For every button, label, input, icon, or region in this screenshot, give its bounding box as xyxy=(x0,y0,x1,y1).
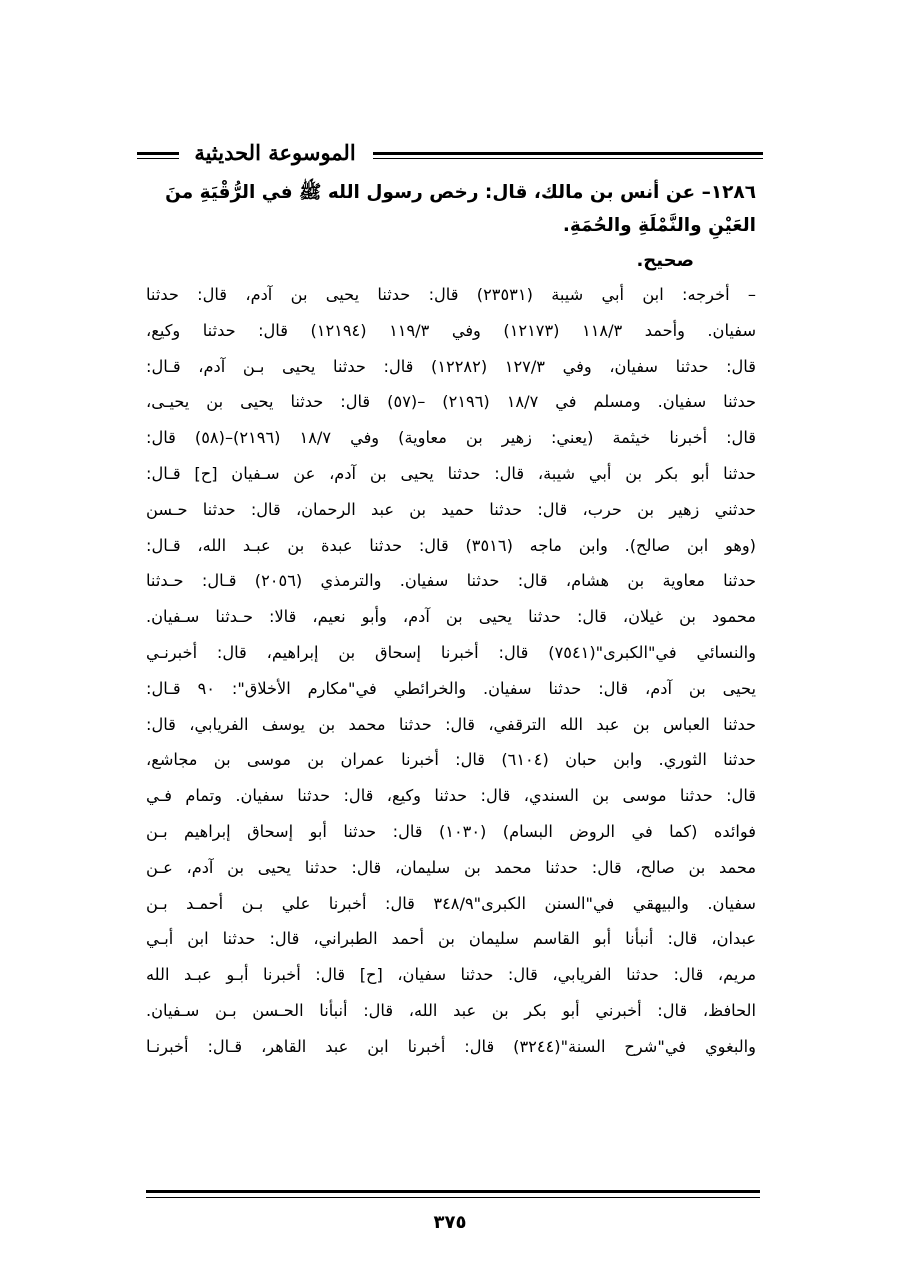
takhrij-line: يحيى بن آدم، قال: حدثنا سفيان. والخرائطي في"مكارم الأخلاق": ٩٠ قـال: xyxy=(146,678,756,698)
takhrij-line: والبغوي في"شرح السنة"(٣٢٤٤) قال: أخبرنا ابن عبد القاهر، قـال: أخبرنـا xyxy=(146,1036,756,1056)
takhrij-line: سفيان. وأحمد ١١٨/٣ (١٢١٧٣) وفي ١١٩/٣ (١٢١٩٤) قال: حدثنا وكيع، xyxy=(146,320,757,340)
takhrij-line: قال: حدثنا سفيان، وفي ١٢٧/٣ (١٢٢٨٢) قال: حدثنا يحيى بـن آدم، قـال: xyxy=(146,356,756,376)
takhrij-line: قال: أخبرنا خيثمة (يعني: زهير بن معاوية) وفي ١٨/٧ (٢١٩٦)–(٥٨) قال: xyxy=(146,428,756,448)
takhrij-line: الحافظ، قال: أخبرني أبو بكر بن عبد الله، قال: أنبأنا الحـسن بـن سـفيان. xyxy=(146,1000,756,1020)
takhrij-line: (وهو ابن صالح). وابن ماجه (٣٥١٦) قال: حدثنا عبدة بن عبـد الله، قـال: xyxy=(146,535,756,555)
takhrij-line: فوائده (كما في الروض البسام) (١٠٣٠) قال: حدثنا أبو إسحاق إبراهيم بـن xyxy=(146,821,756,841)
takhrij-line: حدثنا الثوري. وابن حبان (٦١٠٤) قال: أخبرنا عمران بن موسى بن مجاشع، xyxy=(146,750,756,770)
takhrij-line: – أخرجه: ابن أبي شيبة (٢٣٥٣١) قال: حدثنا يحيى بن آدم، قال: حدثنا xyxy=(146,285,756,304)
hadith-line: ١٢٨٦– عن أنس بن مالك، قال: رخص رسول الله ﷺ في الرُّقْيَةِ منَ xyxy=(165,182,756,203)
takhrij-line: والنسائي في"الكبرى"(٧٥٤١) قال: أخبرنا إسحاق بن إبراهيم، قال: أخبرنـي xyxy=(146,642,756,662)
page-number: ٣٧٥ xyxy=(433,1212,467,1233)
takhrij-paragraph xyxy=(146,277,756,1065)
header-title: الموسوعة الحديثية xyxy=(194,140,356,165)
takhrij-line: حدثنا العباس بن عبد الله الترقفي، قال: حدثنا محمد بن يوسف الفريابي، قال: xyxy=(146,714,756,734)
header-rule-left xyxy=(137,152,179,159)
takhrij-line: حدثني زهير بن حرب، قال: حدثنا حميد بن عبد الرحمان، قال: حدثنا حـسن xyxy=(146,499,756,519)
takhrij-line: حدثنا أبو بكر بن أبي شيبة، قال: حدثنا يحيى بن آدم، عن سـفيان [ح] قـال: xyxy=(146,463,756,483)
hadith-line: العَيْنِ والنَّمْلَةِ والحُمَةِ. xyxy=(562,215,756,236)
takhrij-line: حدثنا سفيان. ومسلم في ١٨/٧ (٢١٩٦) –(٥٧) قال: حدثنا يحيى بن يحيـى، xyxy=(146,392,757,412)
footer-rule-thin xyxy=(146,1197,760,1198)
footer-rule-thick xyxy=(146,1190,760,1193)
takhrij-line: سفيان. والبيهقي في"السنن الكبرى"٣٤٨/٩ قال: أخبرنا علي بـن أحمـد بـن xyxy=(146,893,756,913)
takhrij-line: قال: حدثنا موسى بن السندي، قال: حدثنا وكيع، قال: حدثنا سفيان. وتمام فـي xyxy=(146,786,756,806)
hadith-text xyxy=(146,176,756,242)
running-header xyxy=(137,138,763,170)
takhrij-line: محمود بن غيلان، قال: حدثنا يحيى بن آدم، وأبو نعيم، قالا: حـدثنا سـفيان. xyxy=(146,607,756,627)
takhrij-line: مريم، قال: حدثنا الفريابي، قال: حدثنا سفيان، [ح] قال: أخبرنا أبـو عبـد الله xyxy=(146,965,756,985)
takhrij-line: حدثنا معاوية بن هشام، قال: حدثنا سفيان. والترمذي (٢٠٥٦) قـال: حـدثنا xyxy=(146,571,756,591)
takhrij-line: محمد بن صالح، قال: حدثنا محمد بن سليمان، قال: حدثنا يحيى بن آدم، عـن xyxy=(146,857,756,877)
header-rule-right xyxy=(373,152,763,159)
takhrij-line: عبدان، قال: أنبأنا أبو القاسم سليمان بن أحمد الطبراني، قال: حدثنا ابن أبـي xyxy=(146,929,756,949)
page-body xyxy=(146,176,756,1065)
hadith-grade: صحيح. xyxy=(636,250,694,271)
